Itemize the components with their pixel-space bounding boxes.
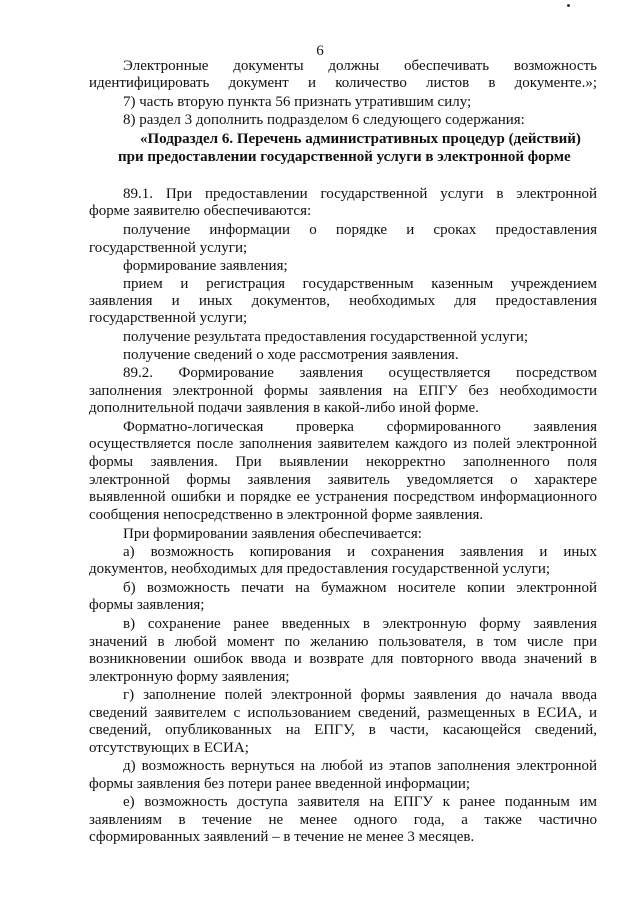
text-line: Электронные документы должны обеспечивать возможность [123,58,597,74]
text-line: выявленной ошибки и порядке ее устранения посредством информационного [89,489,597,505]
text-line: государственной услуги; [89,310,248,326]
text-line: сформированных заявлений – в течение не менее 3 месяцев. [89,829,475,845]
text-line: получение сведений о ходе рассмотрения заявления. [123,347,459,363]
text-line: Форматно-логическая проверка сформированного заявления [123,419,597,435]
text-line: получение информации о порядке и сроках предоставления [123,222,597,238]
text-line: электронную форму заявления; [89,669,290,685]
text-line: б) возможность печати на бумажном носителе копии электронной [123,580,597,596]
scan-dot [567,4,570,7]
text-line: документов, необходимых для предоставления государственной услуги; [89,561,551,577]
text-line: отсутствующих в ЕСИА; [89,740,249,756]
text-line: получение результата предоставления государственной услуги; [123,329,529,345]
text-line: идентифицировать документ и количество листов в документе.»; [89,75,597,91]
text-line: формирование заявления; [123,258,288,274]
subsection-title: при предоставлении государственной услуги в электронной форме [118,149,571,165]
text-line: сведений заявителем с использованием сведений, размещенных в ЕСИА, и [89,705,597,721]
page-number: 6 [316,43,324,59]
text-line: значений в любой момент по желанию пользователя, в том числе при [89,634,597,650]
text-line: в) сохранение ранее введенных в электронную форму заявления [123,616,597,632]
text-line: е) возможность доступа заявителя на ЕПГУ к ранее поданным им [123,794,597,810]
text-line: сведений, опубликованных на ЕПГУ, в части, касающейся сведений, [89,722,597,738]
text-line: формы заявления без потери ранее введенной информации; [89,776,471,792]
text-line: государственной услуги; [89,240,248,256]
text-line: возникновении ошибок ввода и возврате для повторного ввода значений в [89,651,597,667]
text-line: При формировании заявления обеспечивается: [123,526,422,542]
text-line: 8) раздел 3 дополнить подразделом 6 следующего содержания: [123,112,525,128]
subsection-title: «Подраздел 6. Перечень административных процедур (действий) [140,131,581,147]
text-line: электронной формы заявления заявитель уведомляется о характере [89,472,597,488]
text-line: прием и регистрация государственным казенным учреждением [123,276,597,292]
text-line: 89.2. Формирование заявления осуществляется посредством [123,365,597,381]
text-line: г) заполнение полей электронной формы заявления до начала ввода [123,687,597,703]
text-line: осуществляется после заполнения заявителем каждого из полей электронной [89,436,597,452]
text-line: формы заявления; [89,597,205,613]
text-line: заявления и иных документов, необходимых для предоставления [89,293,597,309]
text-line: сообщения непосредственно в электронной форме заявления. [89,507,484,523]
text-line: 89.1. При предоставлении государственной услуги в электронной [123,186,597,202]
text-line: форме заявителю обеспечиваются: [89,203,312,219]
text-line: заявлениям в течение не менее одного года, а также частично [89,812,597,828]
text-line: д) возможность вернуться на любой из этапов заполнения электронной [123,758,597,774]
text-line: а) возможность копирования и сохранения заявления и иных [123,544,597,560]
text-line: дополнительной подачи заявления в какой-либо иной форме. [89,400,479,416]
text-line: заполнения электронной формы заявления на ЕПГУ без необходимости [89,383,597,399]
text-line: формы заявления. При выявлении некорректно заполненного поля [89,454,597,470]
text-line: 7) часть вторую пункта 56 признать утратившим силу; [123,94,472,110]
